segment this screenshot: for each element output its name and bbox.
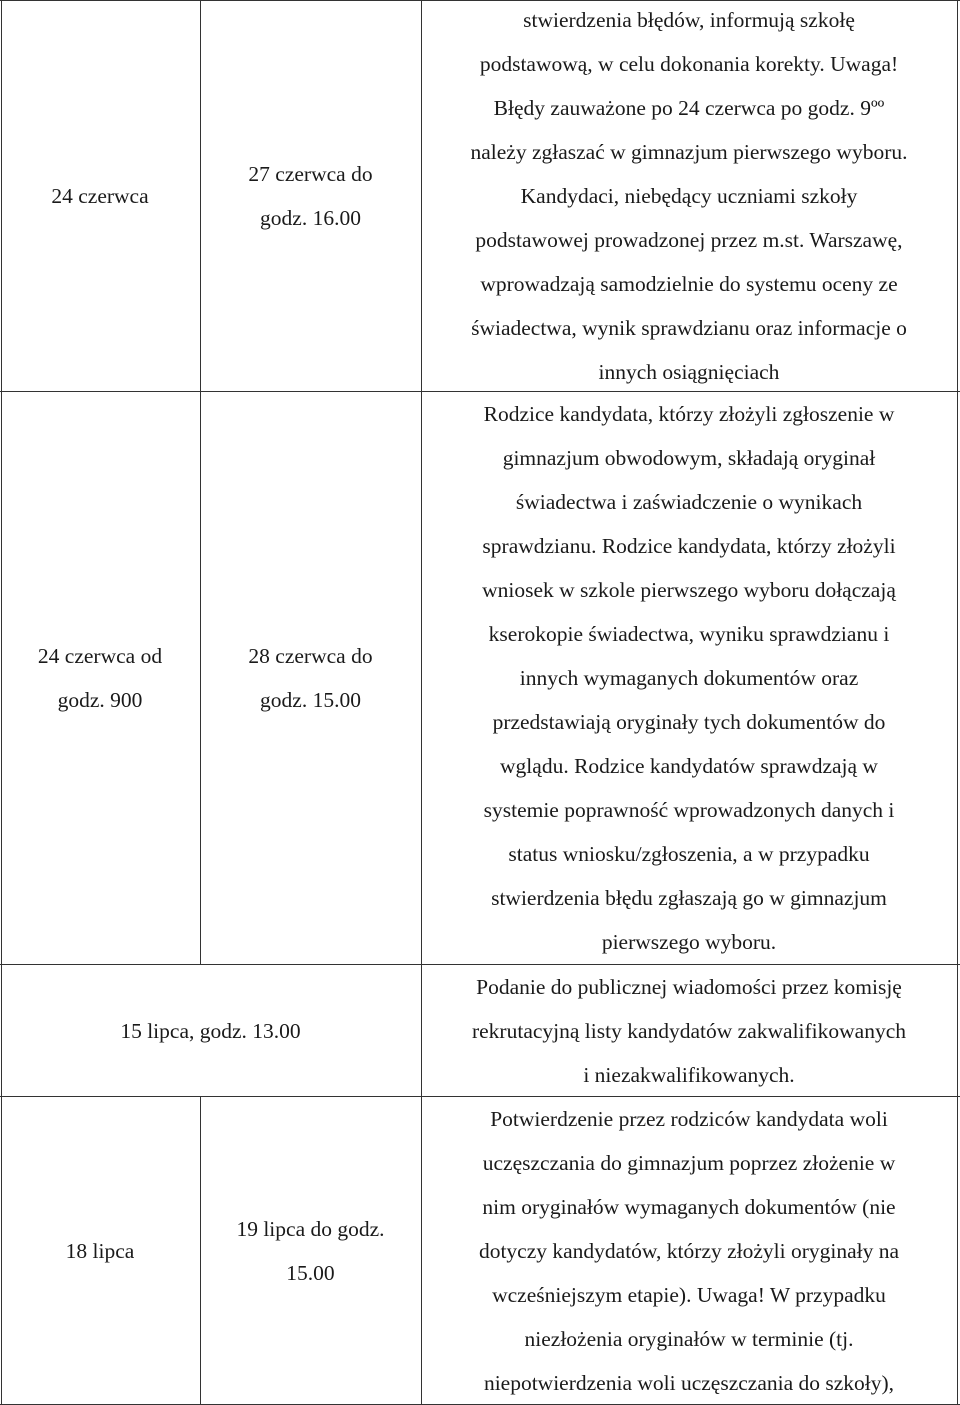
start-date: 24 czerwca od godz. 900 (37, 643, 163, 712)
description-text: Rodzice kandydata, którzy złożyli zgłoszenie w gimnazjum obwodowym, składają oryginał świadectwa i zaświadczenie o wynikach sprawdzianu. Rodzice kandydata, którzy złożyli wniosek w szkole pierwszego wyboru dołączają kserokopie świadectwa, wyniku sprawdzianu i innych wymaganych dokumentów oraz przedstawiają oryginały tych dokumentów do wglądu. Rodzice kandydatów sprawdzają w systemie poprawność wprowadzonych danych i status wniosku/zgłoszenia, a w przypadku stwierdzenia błędu zgłaszają go w gimnazjum pierwszego wyboru. (482, 401, 896, 954)
start-date-cell (0, 1097, 200, 1404)
start-date: 18 lipca (65, 1238, 135, 1263)
description-text: Potwierdzenie przez rodziców kandydata woli uczęszczania do gimnazjum poprzez złożenie w nim oryginałów wymaganych dokumentów (nie dotyczy kandydatów, którzy złożyli oryginały na wcześniejszym etapie). Uwaga! W przypadku niezłożenia oryginałów w terminie (tj. niepotwierdzenia woli uczęszczania do szkoły), (478, 1106, 900, 1395)
end-date: 28 czerwca do godz. 15.00 (248, 643, 373, 712)
table-row (0, 965, 960, 1097)
description-text: stwierdzenia błędów, informują szkołę podstawową, w celu dokonania korekty. Uwaga! Błędy zauważone po 24 czerwca po godz. 9ºº należy zgłaszać w gimnazjum pierwszego wyboru. Kandydaci, niebędący uczniami szkoły podstawowej prowadzonej przez m.st. Warszawę, wprowadzają samodzielnie do systemu oceny ze świadectwa, wynik sprawdzianu oraz informacje o innych osiągnięciach (470, 8, 908, 384)
end-date: 27 czerwca do godz. 16.00 (248, 162, 373, 230)
description-cell (421, 391, 957, 964)
end-date-cell (200, 1, 421, 391)
table-row (0, 0, 960, 392)
start-date-cell (0, 1, 200, 391)
end-date: 19 lipca do godz. 15.00 (236, 1216, 385, 1285)
announcement-date: 15 lipca, godz. 13.00 (120, 1018, 301, 1043)
end-date-cell (200, 1097, 421, 1404)
description-cell (421, 965, 957, 1096)
description-text: Podanie do publicznej wiadomości przez komisję rekrutacyjną listy kandydatów zakwalifikowanych i niezakwalifikowanych. (471, 974, 907, 1087)
description-cell (421, 1, 957, 391)
description-cell (421, 1097, 957, 1404)
start-date: 24 czerwca (51, 184, 149, 208)
table-row (0, 391, 960, 965)
start-date-cell (0, 391, 200, 964)
date-cell (0, 965, 421, 1096)
table-row (0, 1097, 960, 1405)
end-date-cell (200, 391, 421, 964)
